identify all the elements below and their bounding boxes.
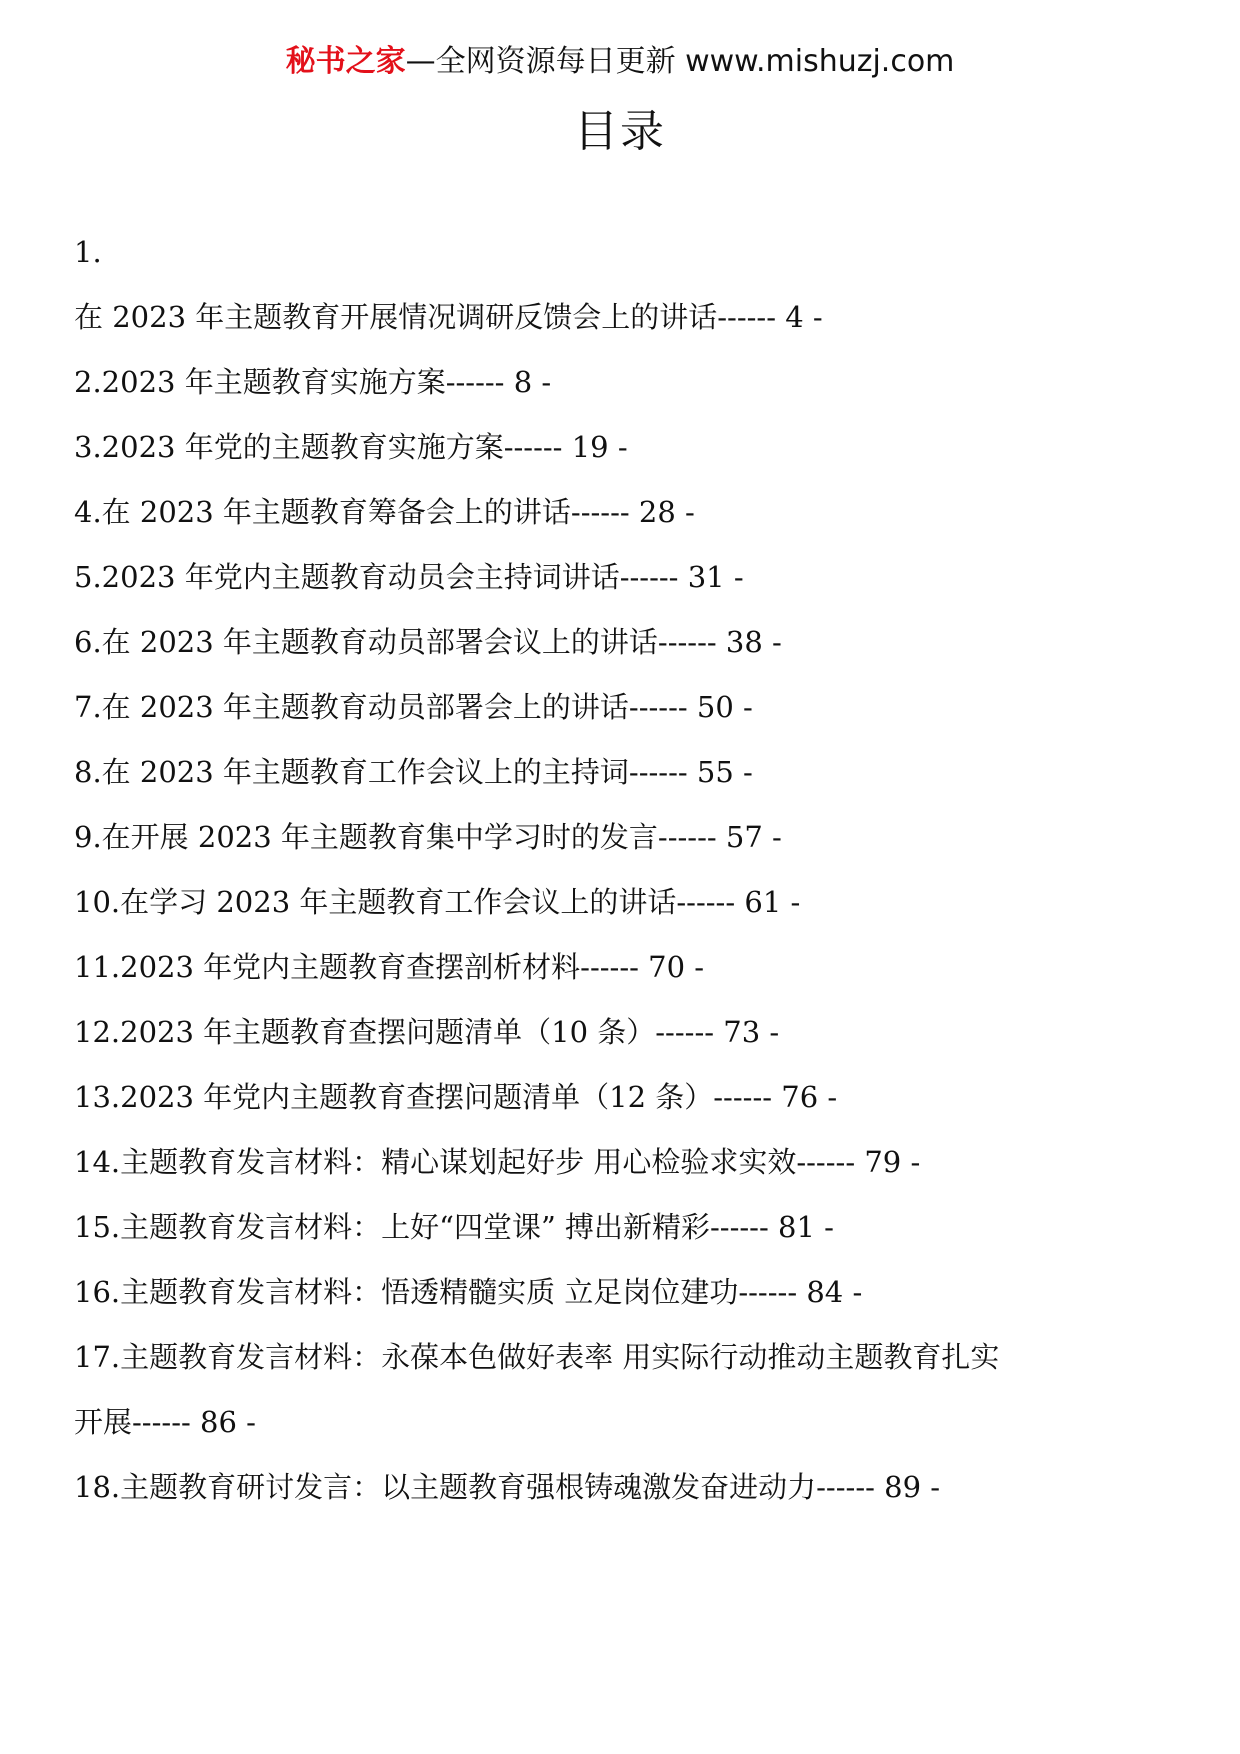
site-tagline: —全网资源每日更新 www.mishuzj.com	[405, 44, 955, 79]
toc-entry[interactable]: 4.在 2023 年主题教育筹备会上的讲话------ 28 -	[74, 495, 695, 529]
toc-entry[interactable]: 3.2023 年党的主题教育实施方案------ 19 -	[74, 430, 628, 464]
toc-entry[interactable]: 1.	[74, 235, 102, 269]
toc-entry[interactable]: 12.2023 年主题教育查摆问题清单（10 条）------ 73 -	[74, 1015, 780, 1049]
toc-entry[interactable]: 15.主题教育发言材料：上好“四堂课” 搏出新精彩------ 81 -	[74, 1210, 834, 1244]
site-header	[0, 40, 1240, 84]
toc-entry[interactable]: 17.主题教育发言材料：永葆本色做好表率 用实际行动推动主题教育扎实	[74, 1340, 1000, 1374]
toc-entry[interactable]: 9.在开展 2023 年主题教育集中学习时的发言------ 57 -	[74, 820, 782, 854]
site-name: 秘书之家	[285, 44, 406, 79]
toc-entry[interactable]: 6.在 2023 年主题教育动员部署会议上的讲话------ 38 -	[74, 625, 782, 659]
toc-entry[interactable]: 18.主题教育研讨发言：以主题教育强根铸魂激发奋进动力------ 89 -	[74, 1470, 941, 1504]
toc-entry[interactable]: 7.在 2023 年主题教育动员部署会上的讲话------ 50 -	[74, 690, 753, 724]
toc-entry[interactable]: 5.2023 年党内主题教育动员会主持词讲话------ 31 -	[74, 560, 744, 594]
toc-entry[interactable]: 8.在 2023 年主题教育工作会议上的主持词------ 55 -	[74, 755, 753, 789]
toc-entry[interactable]: 11.2023 年党内主题教育查摆剖析材料------ 70 -	[74, 950, 705, 984]
toc-entry[interactable]: 14.主题教育发言材料：精心谋划起好步 用心检验求实效------ 79 -	[74, 1145, 921, 1179]
toc-entry[interactable]: 开展------ 86 -	[74, 1405, 256, 1439]
toc-entry[interactable]: 在 2023 年主题教育开展情况调研反馈会上的讲话------ 4 -	[74, 300, 823, 334]
toc-entry[interactable]: 13.2023 年党内主题教育查摆问题清单（12 条）------ 76 -	[74, 1080, 838, 1114]
toc-entry[interactable]: 10.在学习 2023 年主题教育工作会议上的讲话------ 61 -	[74, 885, 801, 919]
toc-list	[74, 220, 1174, 1520]
toc-title: 目录	[574, 106, 666, 157]
toc-entry[interactable]: 16.主题教育发言材料：悟透精髓实质 立足岗位建功------ 84 -	[74, 1275, 863, 1309]
toc-entry[interactable]: 2.2023 年主题教育实施方案------ 8 -	[74, 365, 552, 399]
